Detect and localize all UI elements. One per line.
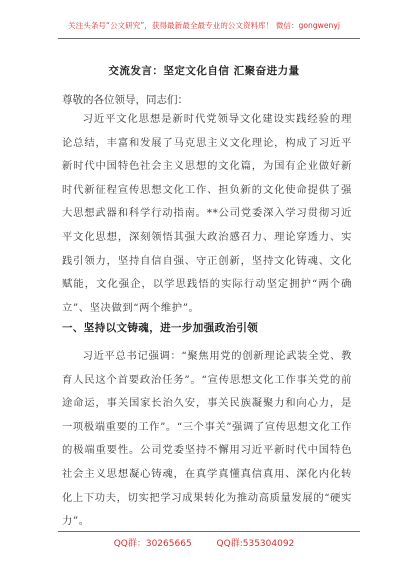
header-divider	[58, 38, 360, 39]
salutation: 尊敬的各位领导，同志们：	[62, 94, 188, 106]
qq-group-1: QQ群：30265665	[113, 539, 192, 549]
header-banner: 关注头条号“公文研究”，获得最新最全最专业的公文资料库！ 微信：gongwenyj	[68, 21, 340, 30]
page-title: 交流发言：坚定文化自信 汇聚奋进力量	[108, 65, 300, 77]
footer-divider	[58, 531, 360, 532]
footer-contact	[0, 536, 408, 549]
qq-group-2: QQ群:535304092	[216, 539, 295, 549]
body-paragraph-1: 习近平文化思想是新时代党领导文化建设实践经验的理论总结，丰富和发展了马克思主义文化理论，构成了习近平新时代中国特色社会主义思想的文化篇，为国有企业做好新时代新征程宣传思想文化工作、担负新的文化使命提供了强大思想武器和科学行动指南。**公司党委深入学习贯彻习近平文化思想，深刻领悟其强大政治感召力、理论穿透力、实践引领力，坚持自信自强、守正创新，坚持文化铸魂、文化赋能，文化强企，以学思践悟的实际行动坚定拥护“两个确立”、坚决做到“两个维护”。	[62, 113, 352, 314]
body-paragraph-2: 习近平总书记强调：“聚焦用党的创新理论武装全党、教育人民这个首要政治任务”。“宣传思想文化工作事关党的前途命运，事关国家长治久安，事关民族凝聚力和向心力，是一项极端重要的工作”。“三个事关”强调了宣传思想文化工作的极端重要性。公司党委坚持不懈用习近平新时代中国特色社会主义思想凝心铸魂，在真学真懂真信真用、深化内化转化上下功夫，切实把学习成果转化为推动高质量发展的“硬实力”。	[62, 350, 353, 528]
section-heading-1: 一、坚持以文铸魂，进一步加强政治引领	[62, 322, 259, 334]
